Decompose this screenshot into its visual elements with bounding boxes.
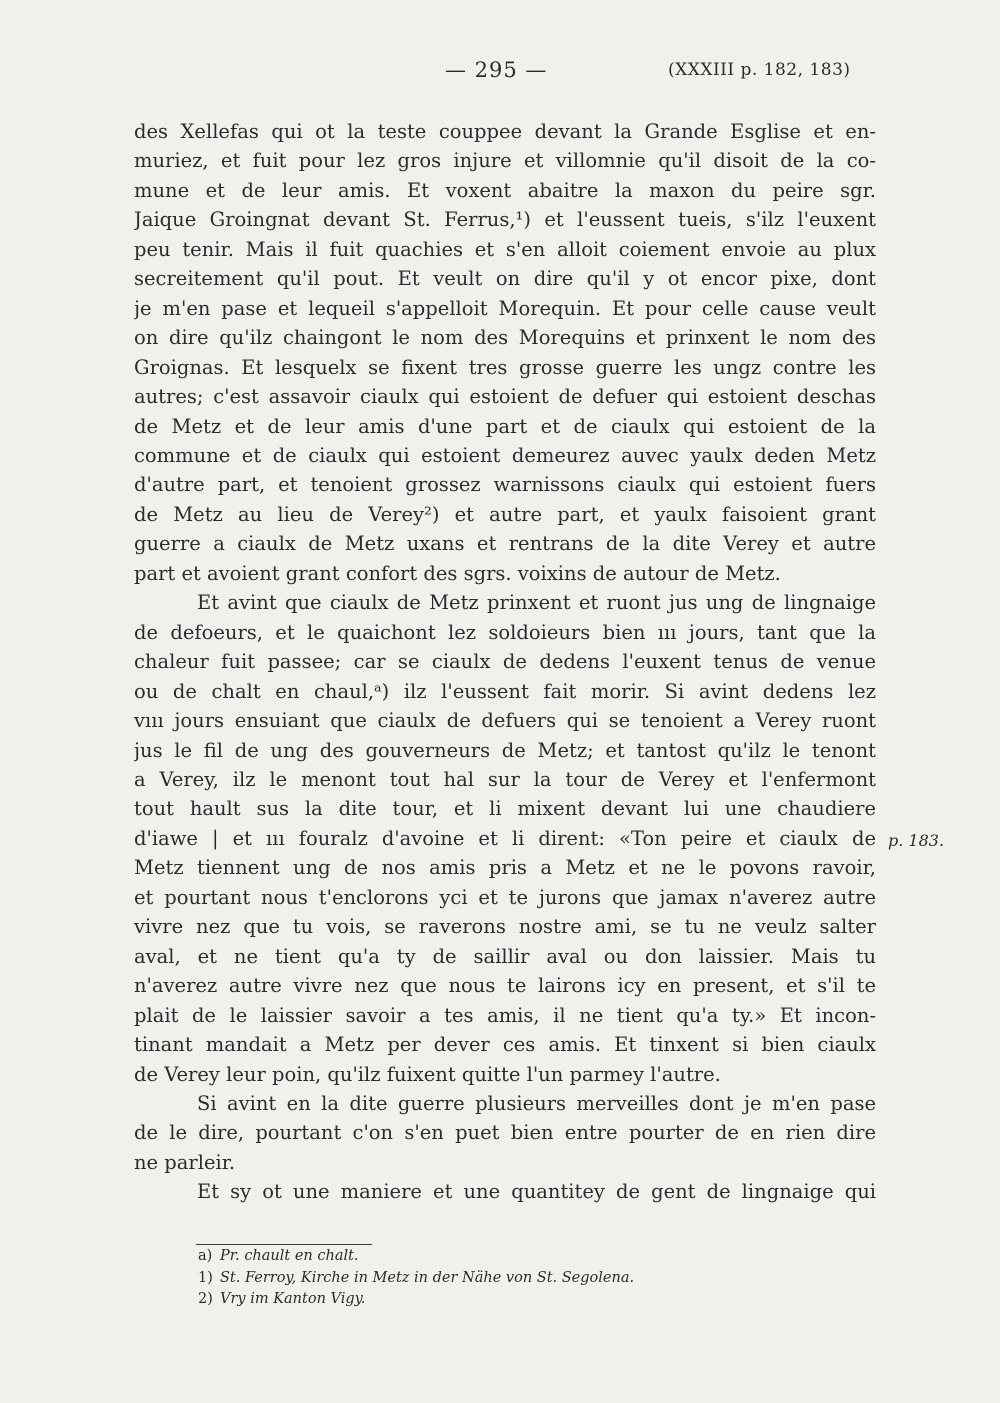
footnote	[198, 1246, 838, 1268]
text-line: on dire qu'ilz chaingont le nom des Morequins et prinxent le nom des	[134, 326, 876, 350]
text-line: aval, et ne tient qu'a ty de saillir aval ou don laissier. Mais tu	[134, 944, 876, 968]
text-line: ne parleir.	[134, 1150, 236, 1174]
text-line: a Verey, ilz le menont tout hal sur la tour de Verey et l'enfermont	[134, 767, 876, 791]
footnote-text: Pr. chault en chalt.	[220, 1248, 359, 1264]
running-head: (XXXIII p. 182, 183)	[668, 60, 851, 80]
text-line: n'averez autre vivre nez que nous te lairons icy en present, et s'il te	[134, 974, 876, 998]
footnote-divider	[196, 1244, 372, 1245]
text-line: guerre a ciaulx de Metz uxans et rentrans de la dite Verey et autre	[134, 532, 876, 556]
text-line: ou de chalt en chaul,ᵃ) ilz l'eussent fait morir. Si avint dedens lez	[134, 679, 876, 703]
footnote-mark: 1)	[198, 1269, 213, 1286]
text-line: de Metz au lieu de Verey²) et autre part, et yaulx faisoient grant	[134, 502, 876, 526]
footnote	[198, 1268, 838, 1290]
text-line: Et avint que ciaulx de Metz prinxent et ruont jus ung de lingnaige	[197, 591, 876, 615]
text-line: Jaique Groingnat devant St. Ferrus,¹) et l'eussent tueis, s'ilz l'euxent	[134, 208, 876, 232]
text-line: de le dire, pourtant c'on s'en puet bien entre pourter de en rien dire	[134, 1121, 876, 1145]
text-line: d'autre part, et tenoient grossez warnissons ciaulx qui estoient fuers	[134, 473, 876, 497]
text-line: peu tenir. Mais il fuit quachies et s'en alloit coiement envoie au plux	[134, 237, 876, 261]
text-line: vııı jours ensuiant que ciaulx de defuers qui se tenoient a Verey ruont	[134, 709, 876, 733]
main-text	[134, 117, 876, 1207]
footnotes	[198, 1246, 838, 1311]
text-line: tout hault sus la dite tour, et li mixent devant lui une chaudiere	[134, 797, 876, 821]
footnote	[198, 1289, 838, 1311]
text-line: commune et de ciaulx qui estoient demeurez auvec yaulx deden Metz	[134, 443, 876, 467]
footnote-mark: a)	[198, 1248, 213, 1264]
text-line: secreitement qu'il pout. Et veult on dire qu'il y ot encor pixe, dont	[134, 267, 876, 291]
page-number: — 295 —	[445, 58, 548, 82]
text-line: vivre nez que tu vois, se raverons nostre ami, se tu ne veulz salter	[134, 915, 876, 939]
text-line: tinant mandait a Metz per dever ces amis. Et tinxent si bien ciaulx	[134, 1033, 876, 1057]
text-line: Et sy ot une maniere et une quantitey de gent de lingnaige qui	[197, 1180, 876, 1204]
text-line: de Metz et de leur amis d'une part et de ciaulx qui estoient de la	[134, 414, 876, 438]
text-line: et pourtant nous t'enclorons yci et te jurons que jamax n'averez autre	[134, 885, 876, 909]
text-line: plait de le laissier savoir a tes amis, il ne tient qu'a ty.» Et incon-	[134, 1003, 876, 1027]
text-line: part et avoient grant confort des sgrs. voixins de autour de Metz.	[134, 561, 781, 585]
text-line: Si avint en la dite guerre plusieurs merveilles dont je m'en pase	[197, 1091, 876, 1115]
margin-page-reference: p. 183.	[888, 831, 945, 850]
text-line: de Verey leur poin, qu'ilz fuixent quitte l'un parmey l'autre.	[134, 1062, 721, 1086]
text-line: autres; c'est assavoir ciaulx qui estoient de defuer qui estoient deschas	[134, 385, 876, 409]
footnote-mark: 2)	[198, 1291, 213, 1307]
page-header	[0, 58, 1000, 88]
text-line: mune et de leur amis. Et voxent abaitre la maxon du peire sgr.	[134, 178, 876, 202]
text-line: Metz tiennent ung de nos amis pris a Metz et ne le povons ravoir,	[134, 856, 876, 880]
text-line: des Xellefas qui ot la teste couppee devant la Grande Esglise et en-	[134, 120, 876, 143]
text-line: je m'en pase et lequeil s'appelloit Morequin. Et pour celle cause veult	[134, 296, 876, 320]
text-line: d'iawe | et ııı fouralz d'avoine et li dirent: «Ton peire et ciaulx de	[134, 826, 876, 850]
text-line: de defoeurs, et le quaichont lez soldoieurs bien ııı jours, tant que la	[134, 620, 876, 644]
text-line: jus le fil de ung des gouverneurs de Metz; et tantost qu'ilz le tenont	[134, 738, 876, 762]
text-line: chaleur fuit passee; car se ciaulx de dedens l'euxent tenus de venue	[134, 650, 876, 674]
text-line: Groignas. Et lesquelx se fixent tres grosse guerre les ungz contre les	[134, 355, 876, 379]
footnote-text: Vry im Kanton Vigy.	[220, 1291, 366, 1307]
footnote-text: St. Ferroy, Kirche in Metz in der Nähe von St. Segolena.	[220, 1269, 635, 1286]
text-line: muriez, et fuit pour lez gros injure et villomnie qu'il disoit de la co-	[134, 149, 876, 173]
